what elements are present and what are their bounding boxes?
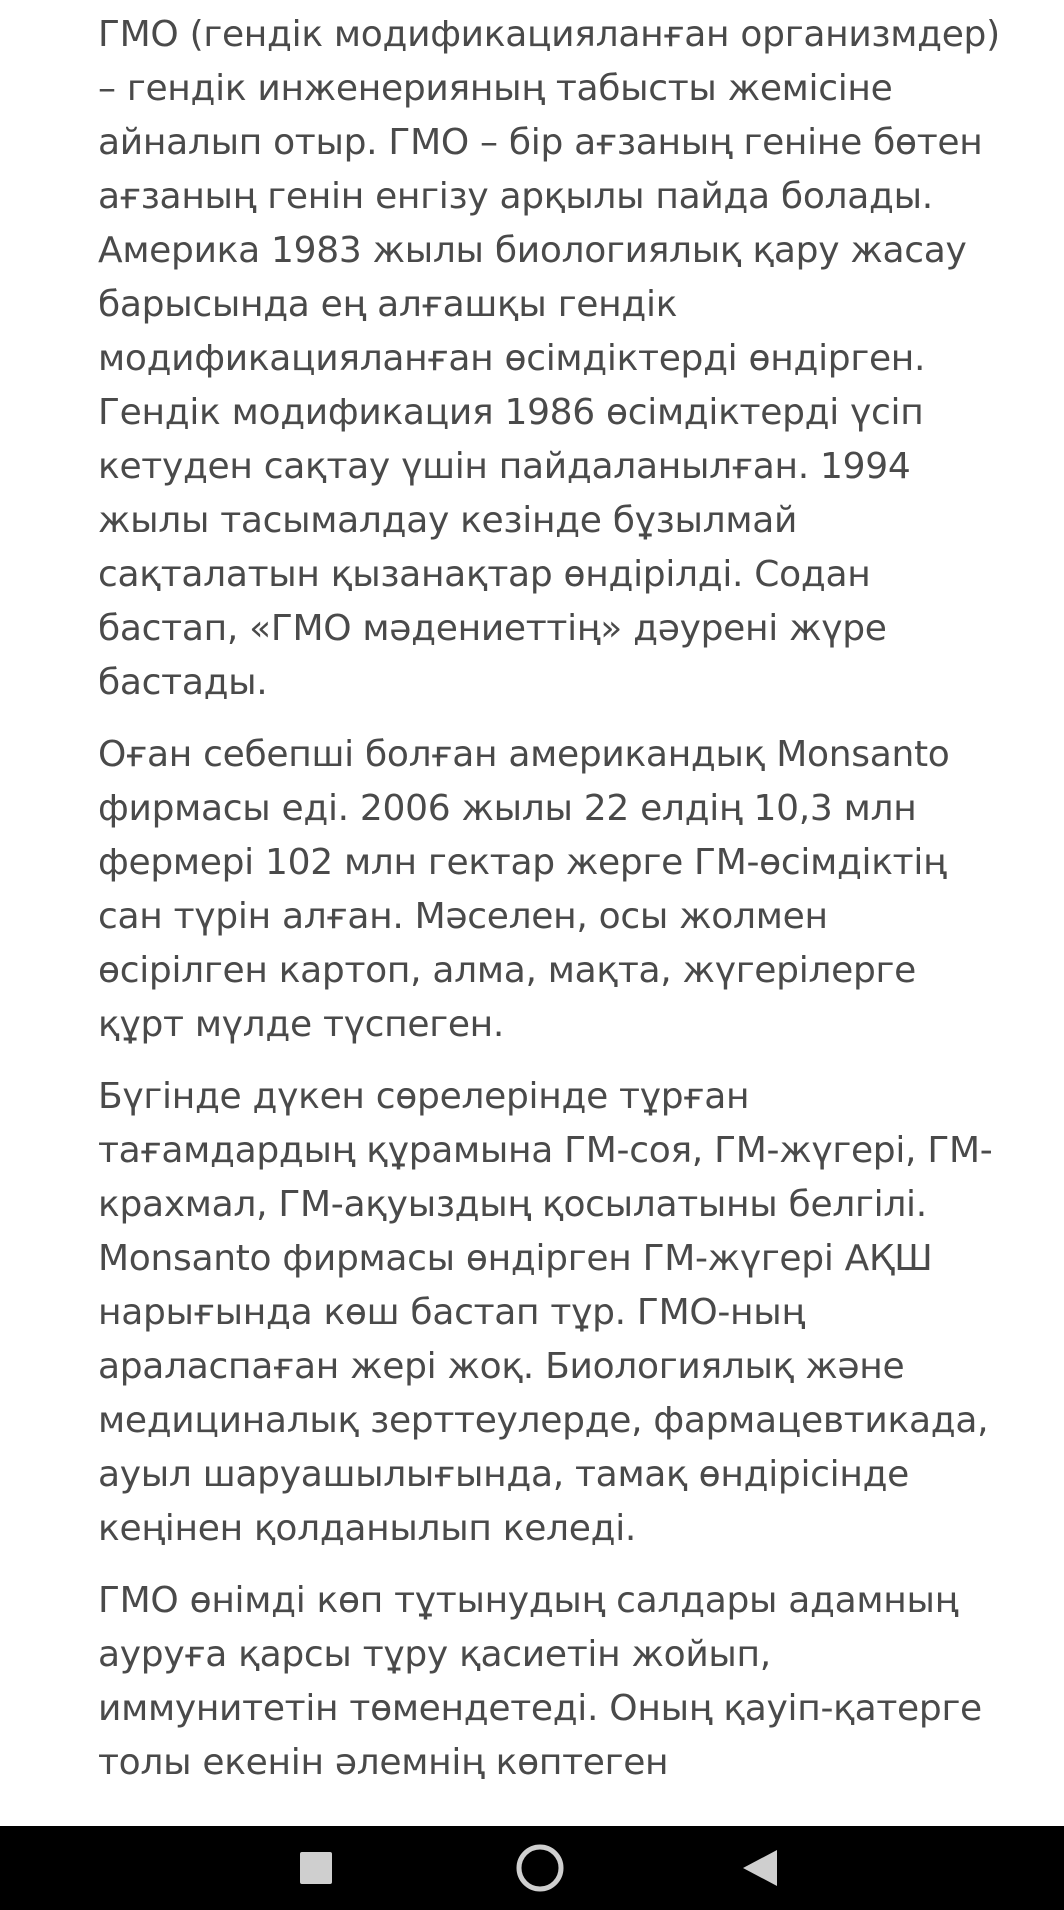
home-circle-icon xyxy=(514,1842,566,1894)
article-paragraph-4: ГМО өнімді көп тұтынудың салдары адамның ауруға қарсы тұру қасиетін жойып, иммунитетін төмендетеді. Оның қауіп-қатерге толы екенін әлемнің көптеген xyxy=(98,1580,982,1783)
back-button[interactable] xyxy=(700,1826,820,1910)
home-button[interactable] xyxy=(480,1826,600,1910)
article-paragraph-3: Бүгінде дүкен сөрелерінде тұрған тағамдардың құрамына ГМ-соя, ГМ-жүгері, ГМ-крахмал, ГМ-ақуыздың қосылатыны белгілі. Monsanto фирмасы өндірген ГМ-жүгері АҚШ нарығында көш бастап тұр. ГМО-ның араласпаған жері жоқ. Биологиялық және медициналық зерттеулерде, фармацевтикада, ауыл шаруашылығында, тамақ өндірісінде кеңінен қолданылып келеді. xyxy=(98,1076,993,1549)
article-paragraph-2: Оған себепші болған американдық Monsanto фирмасы еді. 2006 жылы 22 елдің 10,3 млн фермері 102 млн гектар жерге ГМ-өсімдіктің сан түрін алған. Мәселен, осы жолмен өсірілген картоп, алма, мақта, жүгерілерге құрт мүлде түспеген. xyxy=(98,734,950,1045)
system-navigation-bar xyxy=(0,1826,1064,1910)
article-body xyxy=(98,8,1008,1808)
article-paragraph-1: ГМО (гендік модификацияланған организмдер) – гендік инженерияның табысты жемісіне айналып отыр. ГМО – бір ағзаның геніне бөтен ағзаның генін енгізу арқылы пайда болады. Америка 1983 жылы биологиялық қару жасау барысында ең алғашқы гендік модификацияланған өсімдіктерді өндірген. Гендік модификация 1986 өсімдіктерді үсіп кетуден сақтау үшін пайдаланылған. 1994 жылы тасымалдау кезінде бұзылмай сақталатын қызанақтар өндірілді. Содан бастап, «ГМО мәдениеттің» дәурені жүре бастады. xyxy=(98,14,1000,703)
back-triangle-icon xyxy=(741,1848,779,1888)
recents-button[interactable] xyxy=(256,1826,376,1910)
recents-square-icon xyxy=(299,1851,333,1885)
